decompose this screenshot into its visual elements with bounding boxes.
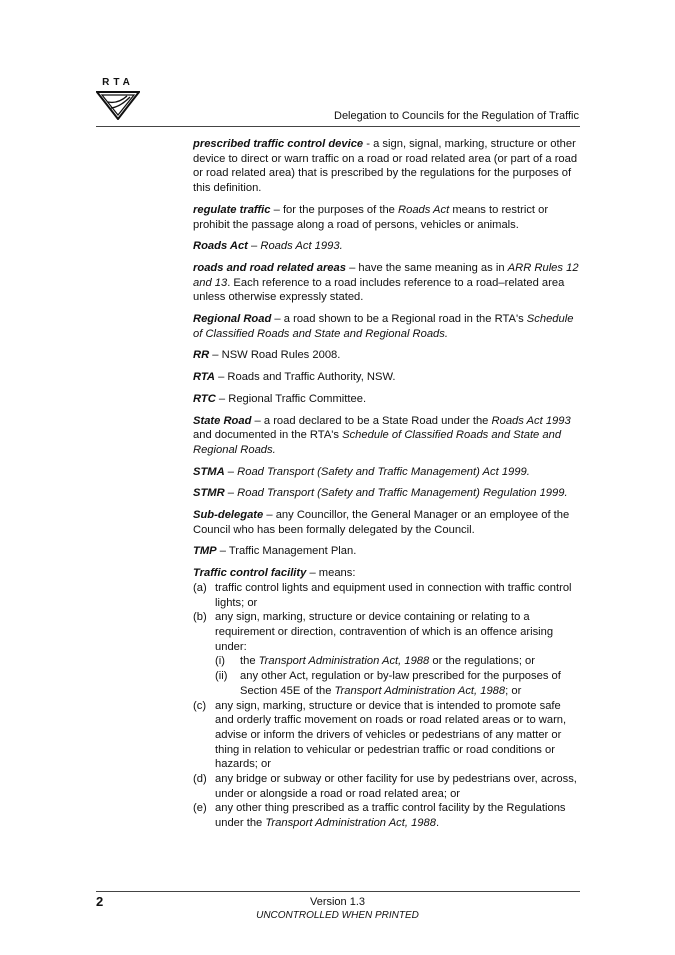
italic-text: Transport Administration Act, 1988 bbox=[265, 817, 436, 830]
sub-list-item-text bbox=[240, 654, 535, 669]
definition-entry bbox=[193, 370, 580, 385]
header-divider bbox=[96, 126, 580, 127]
definition-entry bbox=[193, 348, 580, 363]
text-run: any other thing prescribed as a traffic control facility by the Regulations under the bbox=[215, 802, 566, 830]
definition-entry bbox=[193, 486, 580, 501]
list-item bbox=[193, 581, 580, 610]
text-run: – a road declared to be a State Road under the bbox=[251, 414, 492, 427]
list-item-label: (c) bbox=[193, 699, 207, 712]
definition-entry bbox=[193, 312, 580, 341]
text-run: – any Councillor, the General Manager or an employee of the Council who has been formally delegated by the Council. bbox=[193, 509, 570, 536]
list-item-text bbox=[215, 581, 580, 610]
definition-entry bbox=[193, 203, 580, 232]
list-item-label: (b) bbox=[193, 611, 207, 624]
sub-list-item-text bbox=[240, 669, 580, 698]
italic-text: Roads Act 1993 bbox=[491, 414, 571, 427]
text-run: any bridge or subway or other facility for use by pedestrians over, across, under or alongside a road or road related area; or bbox=[215, 773, 577, 800]
definition-entry bbox=[193, 137, 580, 196]
italic-text: Transport Administration Act, 1988 bbox=[258, 655, 430, 668]
text-run: – have the same meaning as in bbox=[345, 261, 508, 274]
list-item bbox=[193, 610, 580, 654]
page-number: 2 bbox=[96, 894, 104, 909]
list-item-text bbox=[215, 610, 580, 654]
list-item-label: (d) bbox=[193, 773, 207, 786]
traffic-control-facility-definition bbox=[193, 566, 580, 831]
definition-term: Regional Road bbox=[193, 313, 272, 326]
text-run: – for the purposes of the bbox=[270, 203, 399, 216]
definition-entry bbox=[193, 508, 580, 537]
definition-term: STMA bbox=[193, 465, 225, 478]
text-run: means to restrict or prohibit the passage along a road of persons, vehicles or animals. bbox=[193, 203, 549, 231]
text-run: any sign, marking, structure or device that is intended to promote safe and orderly traffic movement on roads or road related areas or to warn, advise or inform the drivers of vehicles or pedestrians of any matter or thing in relation to vehicular or pedestrian traffic or road conditions or hazards; or bbox=[215, 699, 567, 771]
text-run: the bbox=[240, 655, 259, 668]
definition-term: RTC bbox=[193, 392, 216, 405]
text-run: any sign, marking, structure or device containing or relating to a requirement or direction, contravention of which is an offence arising under: bbox=[215, 611, 554, 653]
text-run: ; or bbox=[505, 684, 522, 697]
text-run: – Roads and Traffic Authority, NSW. bbox=[214, 371, 396, 384]
definition-entry bbox=[193, 414, 580, 458]
italic-text: Roads Act 1993. bbox=[260, 240, 343, 253]
italic-text: Roads Act bbox=[398, 203, 450, 216]
sub-list-item bbox=[193, 669, 580, 698]
sub-list-item-label: (ii) bbox=[215, 670, 228, 683]
sub-list-item-label: (i) bbox=[215, 655, 225, 668]
definition-entry bbox=[193, 465, 580, 480]
italic-text: Transport Administration Act, 1988 bbox=[334, 684, 506, 697]
text-run: – Regional Traffic Committee. bbox=[215, 392, 367, 405]
italic-text: Schedule of Classified Roads and State and Regional Roads. bbox=[193, 313, 574, 340]
list-item bbox=[193, 801, 580, 830]
list-item-text bbox=[215, 801, 580, 830]
definition-term: STMR bbox=[193, 487, 225, 500]
text-run: . Each reference to a road includes reference to a road–related area unless otherwise expressly stated. bbox=[193, 276, 565, 304]
definition-intro: – means: bbox=[306, 567, 356, 580]
footer-version: Version 1.3 bbox=[309, 896, 366, 908]
text-run: any other Act, regulation or by-law prescribed for the purposes of Section 45E of the bbox=[240, 670, 561, 697]
logo-text: RTA bbox=[102, 77, 134, 88]
text-run: – bbox=[224, 487, 238, 500]
list-item-label: (e) bbox=[193, 802, 207, 815]
definition-term: roads and road related areas bbox=[193, 261, 346, 274]
list-item-label: (a) bbox=[193, 581, 207, 594]
text-run: traffic control lights and equipment used in connection with traffic control lights; or bbox=[215, 581, 572, 609]
footer-divider bbox=[96, 891, 580, 892]
list-item-text bbox=[215, 699, 580, 773]
text-run: and documented in the RTA's bbox=[193, 429, 343, 442]
list-item bbox=[193, 699, 580, 773]
text-run: – a road shown to be a Regional road in the RTA's bbox=[271, 313, 527, 326]
italic-text: Schedule of Classified Roads and State and Regional Roads. bbox=[193, 429, 562, 456]
sub-list-item bbox=[193, 654, 580, 669]
definition-term: TMP bbox=[193, 545, 217, 558]
definition-term: prescribed traffic control device bbox=[193, 138, 364, 150]
italic-text: ARR Rules 12 and 13 bbox=[193, 261, 579, 289]
facility-list bbox=[193, 581, 580, 831]
list-item-text bbox=[215, 772, 580, 801]
text-run: – Traffic Management Plan. bbox=[216, 545, 357, 558]
definition-heading bbox=[193, 566, 580, 581]
definitions-content bbox=[193, 137, 580, 831]
definition-entry bbox=[193, 239, 580, 254]
rta-logo bbox=[96, 77, 140, 121]
header-title: Delegation to Councils for the Regulation of Traffic bbox=[334, 110, 579, 122]
definition-term: Sub-delegate bbox=[193, 509, 264, 522]
definition-term: State Road bbox=[193, 414, 252, 427]
text-run: or the regulations; or bbox=[429, 655, 535, 668]
rta-chevron-icon bbox=[96, 90, 140, 120]
definition-term: regulate traffic bbox=[193, 203, 271, 216]
text-run: – bbox=[224, 465, 238, 478]
definition-entry bbox=[193, 544, 580, 559]
list-item bbox=[193, 772, 580, 801]
italic-text: Road Transport (Safety and Traffic Management) Act 1999. bbox=[237, 465, 530, 478]
definition-term: RTA bbox=[193, 371, 215, 384]
footer-uncontrolled: UNCONTROLLED WHEN PRINTED bbox=[256, 910, 419, 921]
italic-text: Road Transport (Safety and Traffic Management) Regulation 1999. bbox=[237, 487, 568, 500]
definition-term: RR bbox=[193, 349, 210, 362]
text-run: - a sign, signal, marking, structure or other device to direct or warn traffic on a road or road related area (or part of a road or road related area) that is prescribed by the regulations for the purposes of this definition. bbox=[193, 138, 578, 195]
text-run: – NSW Road Rules 2008. bbox=[209, 349, 341, 362]
definition-term: Roads Act bbox=[193, 240, 248, 253]
definitions-list bbox=[193, 137, 580, 559]
text-run: – bbox=[247, 240, 261, 253]
definition-entry bbox=[193, 392, 580, 407]
definition-entry bbox=[193, 261, 580, 305]
text-run: . bbox=[435, 817, 440, 830]
definition-term: Traffic control facility bbox=[193, 567, 307, 580]
